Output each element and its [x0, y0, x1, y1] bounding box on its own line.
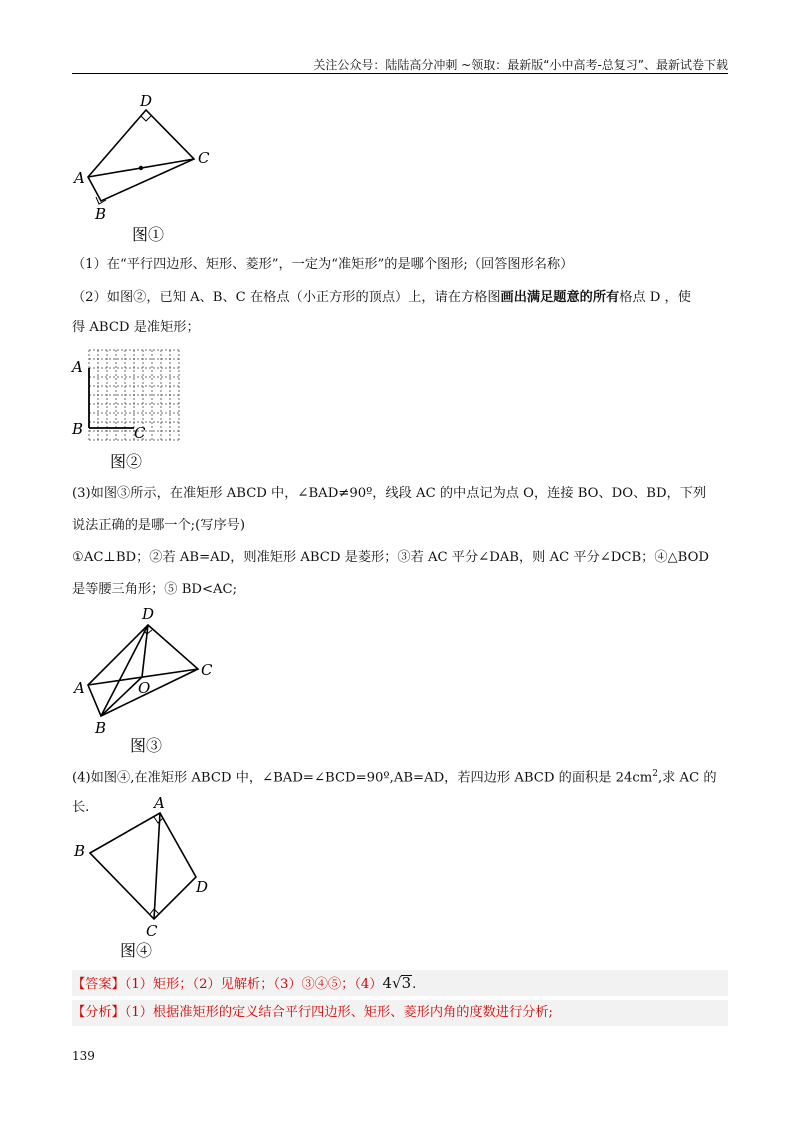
question-1: （1）在“平行四边形、矩形、菱形”，一定为“准矩形”的是哪个图形;（回答图形名称）: [72, 257, 574, 272]
figure-1-label-d: D: [140, 92, 153, 110]
question-2-suffix: 格点 D ，使: [619, 290, 691, 305]
figure-2: [70, 343, 190, 473]
midpoint-dot: [139, 166, 143, 170]
analysis-text: （1）根据准矩形的定义结合平行四边形、矩形、菱形内角的度数进行分析;: [124, 1005, 553, 1020]
figure-4-label-d: D: [196, 878, 209, 896]
question-3-line-3: ①AC⊥BD；②若 AB=AD，则准矩形 ABCD 是菱形；③若 AC 平分∠DAB，则 AC 平分∠DCB；④△BOD: [72, 550, 709, 565]
question-4-text: (4)如图④,在准矩形 ABCD 中，∠BAD=∠BCD=90º,AB=AD，若四边形 ABCD 的面积是 24cm: [72, 770, 653, 786]
analysis-line: [72, 1000, 728, 1026]
figure-3-label-a: A: [74, 679, 85, 697]
answer-line: [72, 970, 728, 996]
answer-end: .: [412, 977, 417, 992]
figure-2-label-b: B: [72, 420, 84, 438]
question-2-line-2: 得 ABCD 是准矩形；: [72, 320, 200, 335]
question-2-emphasis: 画出满足题意的所有: [500, 290, 620, 305]
figure-4-label-c: C: [146, 922, 158, 940]
figure-4-label-b: B: [74, 842, 86, 860]
figure-4-label-a: A: [154, 794, 165, 812]
figure-1-caption: 图①: [132, 225, 165, 244]
question-3: [72, 478, 728, 606]
header-rule: [72, 73, 728, 74]
figure-2-caption: 图②: [110, 452, 143, 471]
analysis-tag: 【分析】: [72, 1005, 125, 1020]
figure-1: [70, 92, 230, 247]
question-3-line-4: 是等腰三角形；⑤ BD<AC;: [72, 582, 238, 597]
figure-3-label-d: D: [142, 605, 155, 623]
figure-1-label-a: A: [74, 169, 85, 187]
figure-4: [70, 796, 230, 964]
question-4-end: ,求 AC 的长.: [72, 770, 717, 816]
figure-3-caption: 图③: [130, 736, 163, 755]
page-number: 139: [72, 1049, 95, 1063]
figure-4-caption: 图④: [120, 941, 153, 960]
question-3-line-2: 说法正确的是哪一个;(写序号): [72, 518, 245, 533]
figure-2-label-c: C: [134, 424, 146, 442]
answer-radicand: 3: [401, 974, 412, 992]
answer-coefficient: 4: [382, 974, 393, 992]
figure-3-label-o: O: [138, 679, 151, 697]
figure-3: [70, 603, 230, 755]
figure-3-label-c: C: [201, 661, 213, 679]
page-header: 关注公众号：陆陆高分冲刺 ~领取：最新版“小中高考-总复习”、最新试卷下载: [313, 58, 728, 72]
question-4-exponent: 2: [652, 769, 658, 779]
figure-1-label-b: B: [95, 205, 107, 223]
answer-tag: 【答案】: [72, 977, 125, 992]
figure-1-label-c: C: [198, 149, 210, 167]
figure-2-label-a: A: [72, 358, 83, 376]
sqrt-symbol: √: [392, 974, 402, 992]
question-3-line-1: (3)如图③所示，在准矩形 ABCD 中，∠BAD≠90º，线段 AC 的中点记为点 O，连接 BO、DO、BD，下列: [72, 486, 707, 501]
question-2: [72, 283, 728, 343]
answer-text: （1）矩形；（2）见解析；（3）③④⑤；（4）: [124, 977, 383, 992]
figure-3-label-b: B: [95, 719, 107, 737]
question-2-prefix: （2）如图②，已知 A、B、C 在格点（小正方形的顶点）上，请在方格图: [72, 290, 501, 305]
